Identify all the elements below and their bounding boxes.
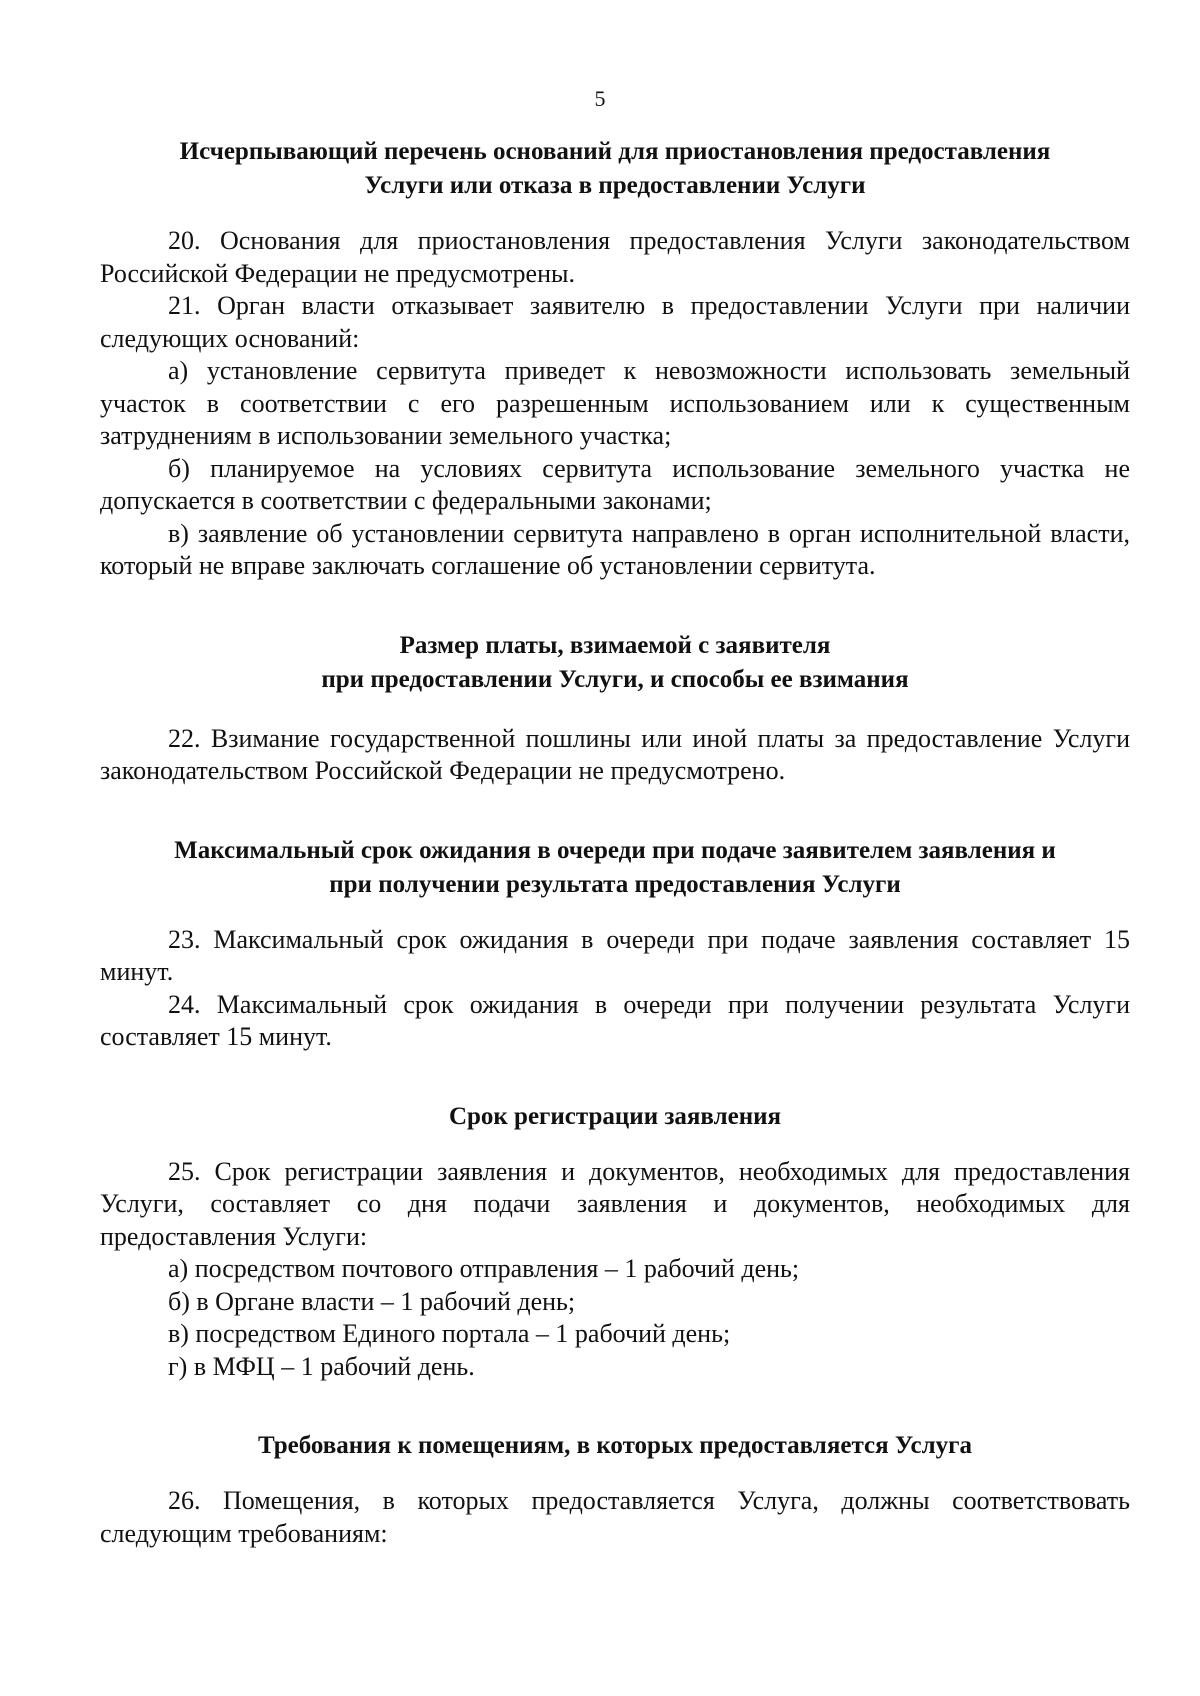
section-heading xyxy=(100,135,1130,203)
section-heading xyxy=(100,834,1130,902)
paragraph-20: 20. Основания для приостановления предоставления Услуги законодательством Российской Федерации не предусмотрены. xyxy=(100,226,1130,288)
paragraph-23: 23. Максимальный срок ожидания в очереди при подаче заявления составляет 15 минут. xyxy=(100,924,1130,986)
heading-line: Требования к помещениям, в которых предоставляется Услуга xyxy=(257,1432,973,1459)
paragraph-26: 26. Помещения, в которых предоставляется Услуга, должны соответствовать следующим требованиям: xyxy=(100,1486,1130,1548)
section-heading xyxy=(100,629,1130,697)
section-registration-term xyxy=(100,1100,1130,1384)
heading-line: Максимальный срок ожидания в очереди при подаче заявителем заявления и xyxy=(174,836,1056,864)
document-body xyxy=(100,135,1130,1550)
section-waiting-time xyxy=(100,834,1130,1054)
paragraph-22: 22. Взимание государственной пошлины или иной платы за предоставление Услуги законодательством Российской Федерации не предусмотрено. xyxy=(100,723,1130,785)
list-item-g: г) в МФЦ – 1 рабочий день. xyxy=(168,1351,475,1381)
list-item-b: б) планируемое на условиях сервитута использование земельного участка не допускается в соответствии с федеральными законами; xyxy=(100,453,1130,515)
section-suspension-refusal xyxy=(100,135,1130,583)
section-premises-requirements xyxy=(100,1429,1130,1550)
list-item-a: а) установление сервитута приведет к невозможности использовать земельный участок в соответствии с его разрешенным использованием или к существенным затруднениям в использовании земельного участка; xyxy=(100,356,1130,450)
section-heading xyxy=(100,1100,1130,1134)
section-fee xyxy=(100,629,1130,788)
list-item-v: в) заявление об установлении сервитута направлено в орган исполнительной власти, который не вправе заключать соглашение об установлении сервитута. xyxy=(100,518,1130,580)
heading-line: Срок регистрации заявления xyxy=(448,1102,782,1130)
heading-line: Размер платы, взимаемой с заявителя xyxy=(399,631,831,659)
list-item-a: а) посредством почтового отправления – 1 рабочий день; xyxy=(168,1254,800,1283)
section-heading xyxy=(100,1429,1130,1463)
list-item-v: в) посредством Единого портала – 1 рабочий день; xyxy=(168,1319,731,1348)
heading-line: Исчерпывающий перечень оснований для приостановления предоставления xyxy=(179,138,1051,165)
heading-line: при получении результата предоставления Услуги xyxy=(329,870,901,898)
heading-line: Услуги или отказа в предоставлении Услуги xyxy=(364,172,866,199)
paragraph-21: 21. Орган власти отказывает заявителю в предоставлении Услуги при наличии следующих оснований: xyxy=(100,291,1130,353)
paragraph-24: 24. Максимальный срок ожидания в очереди при получении результата Услуги составляет 15 минут. xyxy=(100,989,1130,1051)
paragraph-25: 25. Срок регистрации заявления и документов, необходимых для предоставления Услуги, составляет со дня подачи заявления и документов, необходимых для предоставления Услуги: xyxy=(100,1156,1130,1251)
page-number: 5 xyxy=(594,86,606,111)
list-item-b: б) в Органе власти – 1 рабочий день; xyxy=(168,1286,576,1316)
heading-line: при предоставлении Услуги, и способы ее взимания xyxy=(321,665,909,693)
